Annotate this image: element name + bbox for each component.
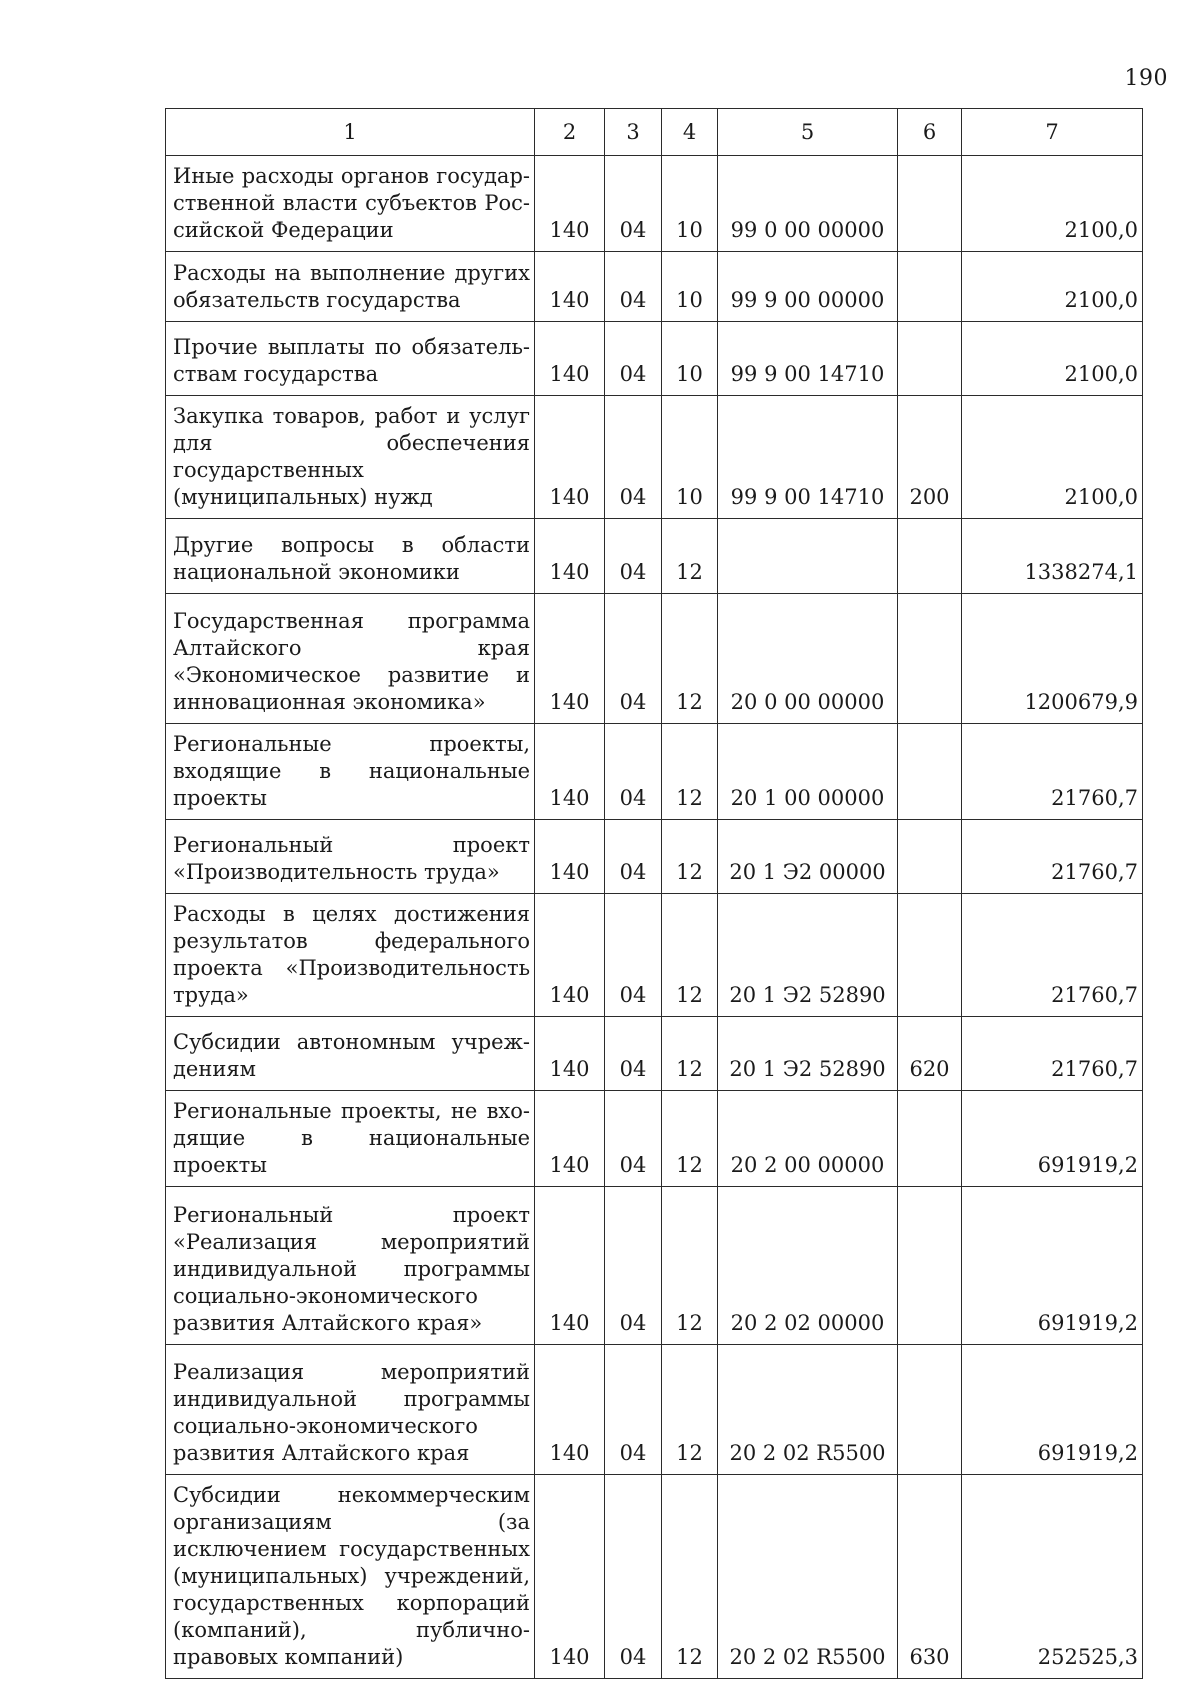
row-code-4: 10 [662, 322, 718, 396]
row-amount: 21760,7 [962, 724, 1143, 820]
row-code-6 [898, 894, 962, 1017]
row-code-5: 20 1 Э2 52890 [718, 894, 898, 1017]
header-col-2: 2 [535, 109, 605, 156]
row-code-2: 140 [535, 1017, 605, 1091]
table-row [166, 396, 1143, 519]
row-code-6 [898, 820, 962, 894]
table-row [166, 156, 1143, 252]
row-code-3: 04 [605, 1475, 662, 1679]
table-row [166, 252, 1143, 322]
row-amount: 2100,0 [962, 156, 1143, 252]
row-name: Региональный проект «Реализация мероприятий индивидуальной программы социально-экономического развития Алтайского края» [166, 1187, 535, 1345]
row-code-4: 12 [662, 519, 718, 594]
table-row [166, 820, 1143, 894]
row-code-4: 12 [662, 1091, 718, 1187]
row-code-6 [898, 252, 962, 322]
budget-table [165, 108, 1143, 1679]
row-code-2: 140 [535, 156, 605, 252]
row-name: Государственная программа Алтайского края «Экономическое развитие и инновационная экономика» [166, 594, 535, 724]
table-row [166, 1187, 1143, 1345]
row-code-2: 140 [535, 396, 605, 519]
page-number: 190 [1124, 66, 1168, 91]
row-code-3: 04 [605, 322, 662, 396]
row-amount: 1338274,1 [962, 519, 1143, 594]
row-code-2: 140 [535, 519, 605, 594]
table-row [166, 594, 1143, 724]
row-amount: 1200679,9 [962, 594, 1143, 724]
row-code-3: 04 [605, 1345, 662, 1475]
row-name: Расходы в целях достижения результатов федерального проекта «Производительность труда» [166, 894, 535, 1017]
row-code-3: 04 [605, 724, 662, 820]
row-name: Субсидии некоммерческим организациям (за исключением государственных (муниципальных) учреждений, государственных корпораций (компаний), публично-правовых компаний) [166, 1475, 535, 1679]
row-name: Прочие выплаты по обязательствам государства [166, 322, 535, 396]
row-amount: 21760,7 [962, 894, 1143, 1017]
row-code-6 [898, 724, 962, 820]
table-row [166, 519, 1143, 594]
row-name: Другие вопросы в области национальной экономики [166, 519, 535, 594]
row-code-5: 20 2 02 00000 [718, 1187, 898, 1345]
row-code-6 [898, 156, 962, 252]
row-code-5: 20 2 02 R5500 [718, 1475, 898, 1679]
row-code-4: 12 [662, 594, 718, 724]
row-code-2: 140 [535, 820, 605, 894]
row-code-3: 04 [605, 894, 662, 1017]
row-code-3: 04 [605, 1017, 662, 1091]
row-code-2: 140 [535, 252, 605, 322]
table-row [166, 1345, 1143, 1475]
row-code-3: 04 [605, 252, 662, 322]
row-name: Закупка товаров, работ и услуг для обеспечения государственных (муниципальных) нужд [166, 396, 535, 519]
row-code-3: 04 [605, 1091, 662, 1187]
row-amount: 691919,2 [962, 1091, 1143, 1187]
row-amount: 691919,2 [962, 1187, 1143, 1345]
row-code-6 [898, 519, 962, 594]
row-code-6: 200 [898, 396, 962, 519]
header-col-3: 3 [605, 109, 662, 156]
row-amount: 21760,7 [962, 820, 1143, 894]
table-row [166, 724, 1143, 820]
row-name: Субсидии автономным учреждениям [166, 1017, 535, 1091]
row-amount: 21760,7 [962, 1017, 1143, 1091]
row-name: Расходы на выполнение других обязательств государства [166, 252, 535, 322]
table-row [166, 1475, 1143, 1679]
row-code-2: 140 [535, 594, 605, 724]
row-code-4: 10 [662, 396, 718, 519]
row-code-6 [898, 594, 962, 724]
table-row [166, 894, 1143, 1017]
row-code-3: 04 [605, 820, 662, 894]
row-name: Региональные проекты, не входящие в национальные проекты [166, 1091, 535, 1187]
row-code-4: 10 [662, 156, 718, 252]
row-code-2: 140 [535, 1345, 605, 1475]
row-name: Региональный проект «Производительность труда» [166, 820, 535, 894]
row-code-4: 12 [662, 1187, 718, 1345]
row-code-6 [898, 1345, 962, 1475]
header-col-7: 7 [962, 109, 1143, 156]
header-col-4: 4 [662, 109, 718, 156]
row-code-5: 20 1 Э2 00000 [718, 820, 898, 894]
row-code-2: 140 [535, 724, 605, 820]
row-code-5: 20 1 00 00000 [718, 724, 898, 820]
row-code-3: 04 [605, 1187, 662, 1345]
row-code-2: 140 [535, 894, 605, 1017]
table-row [166, 1091, 1143, 1187]
row-code-4: 12 [662, 1475, 718, 1679]
table-row [166, 322, 1143, 396]
row-code-5 [718, 519, 898, 594]
row-name: Иные расходы органов государственной власти субъектов Российской Федерации [166, 156, 535, 252]
row-code-5: 20 1 Э2 52890 [718, 1017, 898, 1091]
row-code-4: 12 [662, 1017, 718, 1091]
row-code-3: 04 [605, 594, 662, 724]
row-name: Региональные проекты, входящие в национальные проекты [166, 724, 535, 820]
row-code-6 [898, 1187, 962, 1345]
row-code-4: 12 [662, 1345, 718, 1475]
row-code-2: 140 [535, 322, 605, 396]
header-col-1: 1 [166, 109, 535, 156]
row-code-5: 20 2 02 R5500 [718, 1345, 898, 1475]
row-code-3: 04 [605, 519, 662, 594]
row-code-5: 20 0 00 00000 [718, 594, 898, 724]
row-code-5: 99 0 00 00000 [718, 156, 898, 252]
row-code-3: 04 [605, 396, 662, 519]
table-row [166, 1017, 1143, 1091]
row-code-2: 140 [535, 1475, 605, 1679]
header-row [166, 109, 1143, 156]
row-code-5: 20 2 00 00000 [718, 1091, 898, 1187]
row-code-6 [898, 322, 962, 396]
row-amount: 252525,3 [962, 1475, 1143, 1679]
row-code-6: 620 [898, 1017, 962, 1091]
header-col-6: 6 [898, 109, 962, 156]
row-amount: 2100,0 [962, 252, 1143, 322]
row-code-4: 10 [662, 252, 718, 322]
header-col-5: 5 [718, 109, 898, 156]
row-code-2: 140 [535, 1091, 605, 1187]
row-code-5: 99 9 00 00000 [718, 252, 898, 322]
row-amount: 2100,0 [962, 322, 1143, 396]
row-code-5: 99 9 00 14710 [718, 396, 898, 519]
row-code-4: 12 [662, 820, 718, 894]
row-code-4: 12 [662, 724, 718, 820]
row-name: Реализация мероприятий индивидуальной программы социально-экономического развития Алтайского края [166, 1345, 535, 1475]
row-amount: 691919,2 [962, 1345, 1143, 1475]
row-code-5: 99 9 00 14710 [718, 322, 898, 396]
row-code-6 [898, 1091, 962, 1187]
row-code-3: 04 [605, 156, 662, 252]
row-amount: 2100,0 [962, 396, 1143, 519]
row-code-4: 12 [662, 894, 718, 1017]
row-code-2: 140 [535, 1187, 605, 1345]
row-code-6: 630 [898, 1475, 962, 1679]
